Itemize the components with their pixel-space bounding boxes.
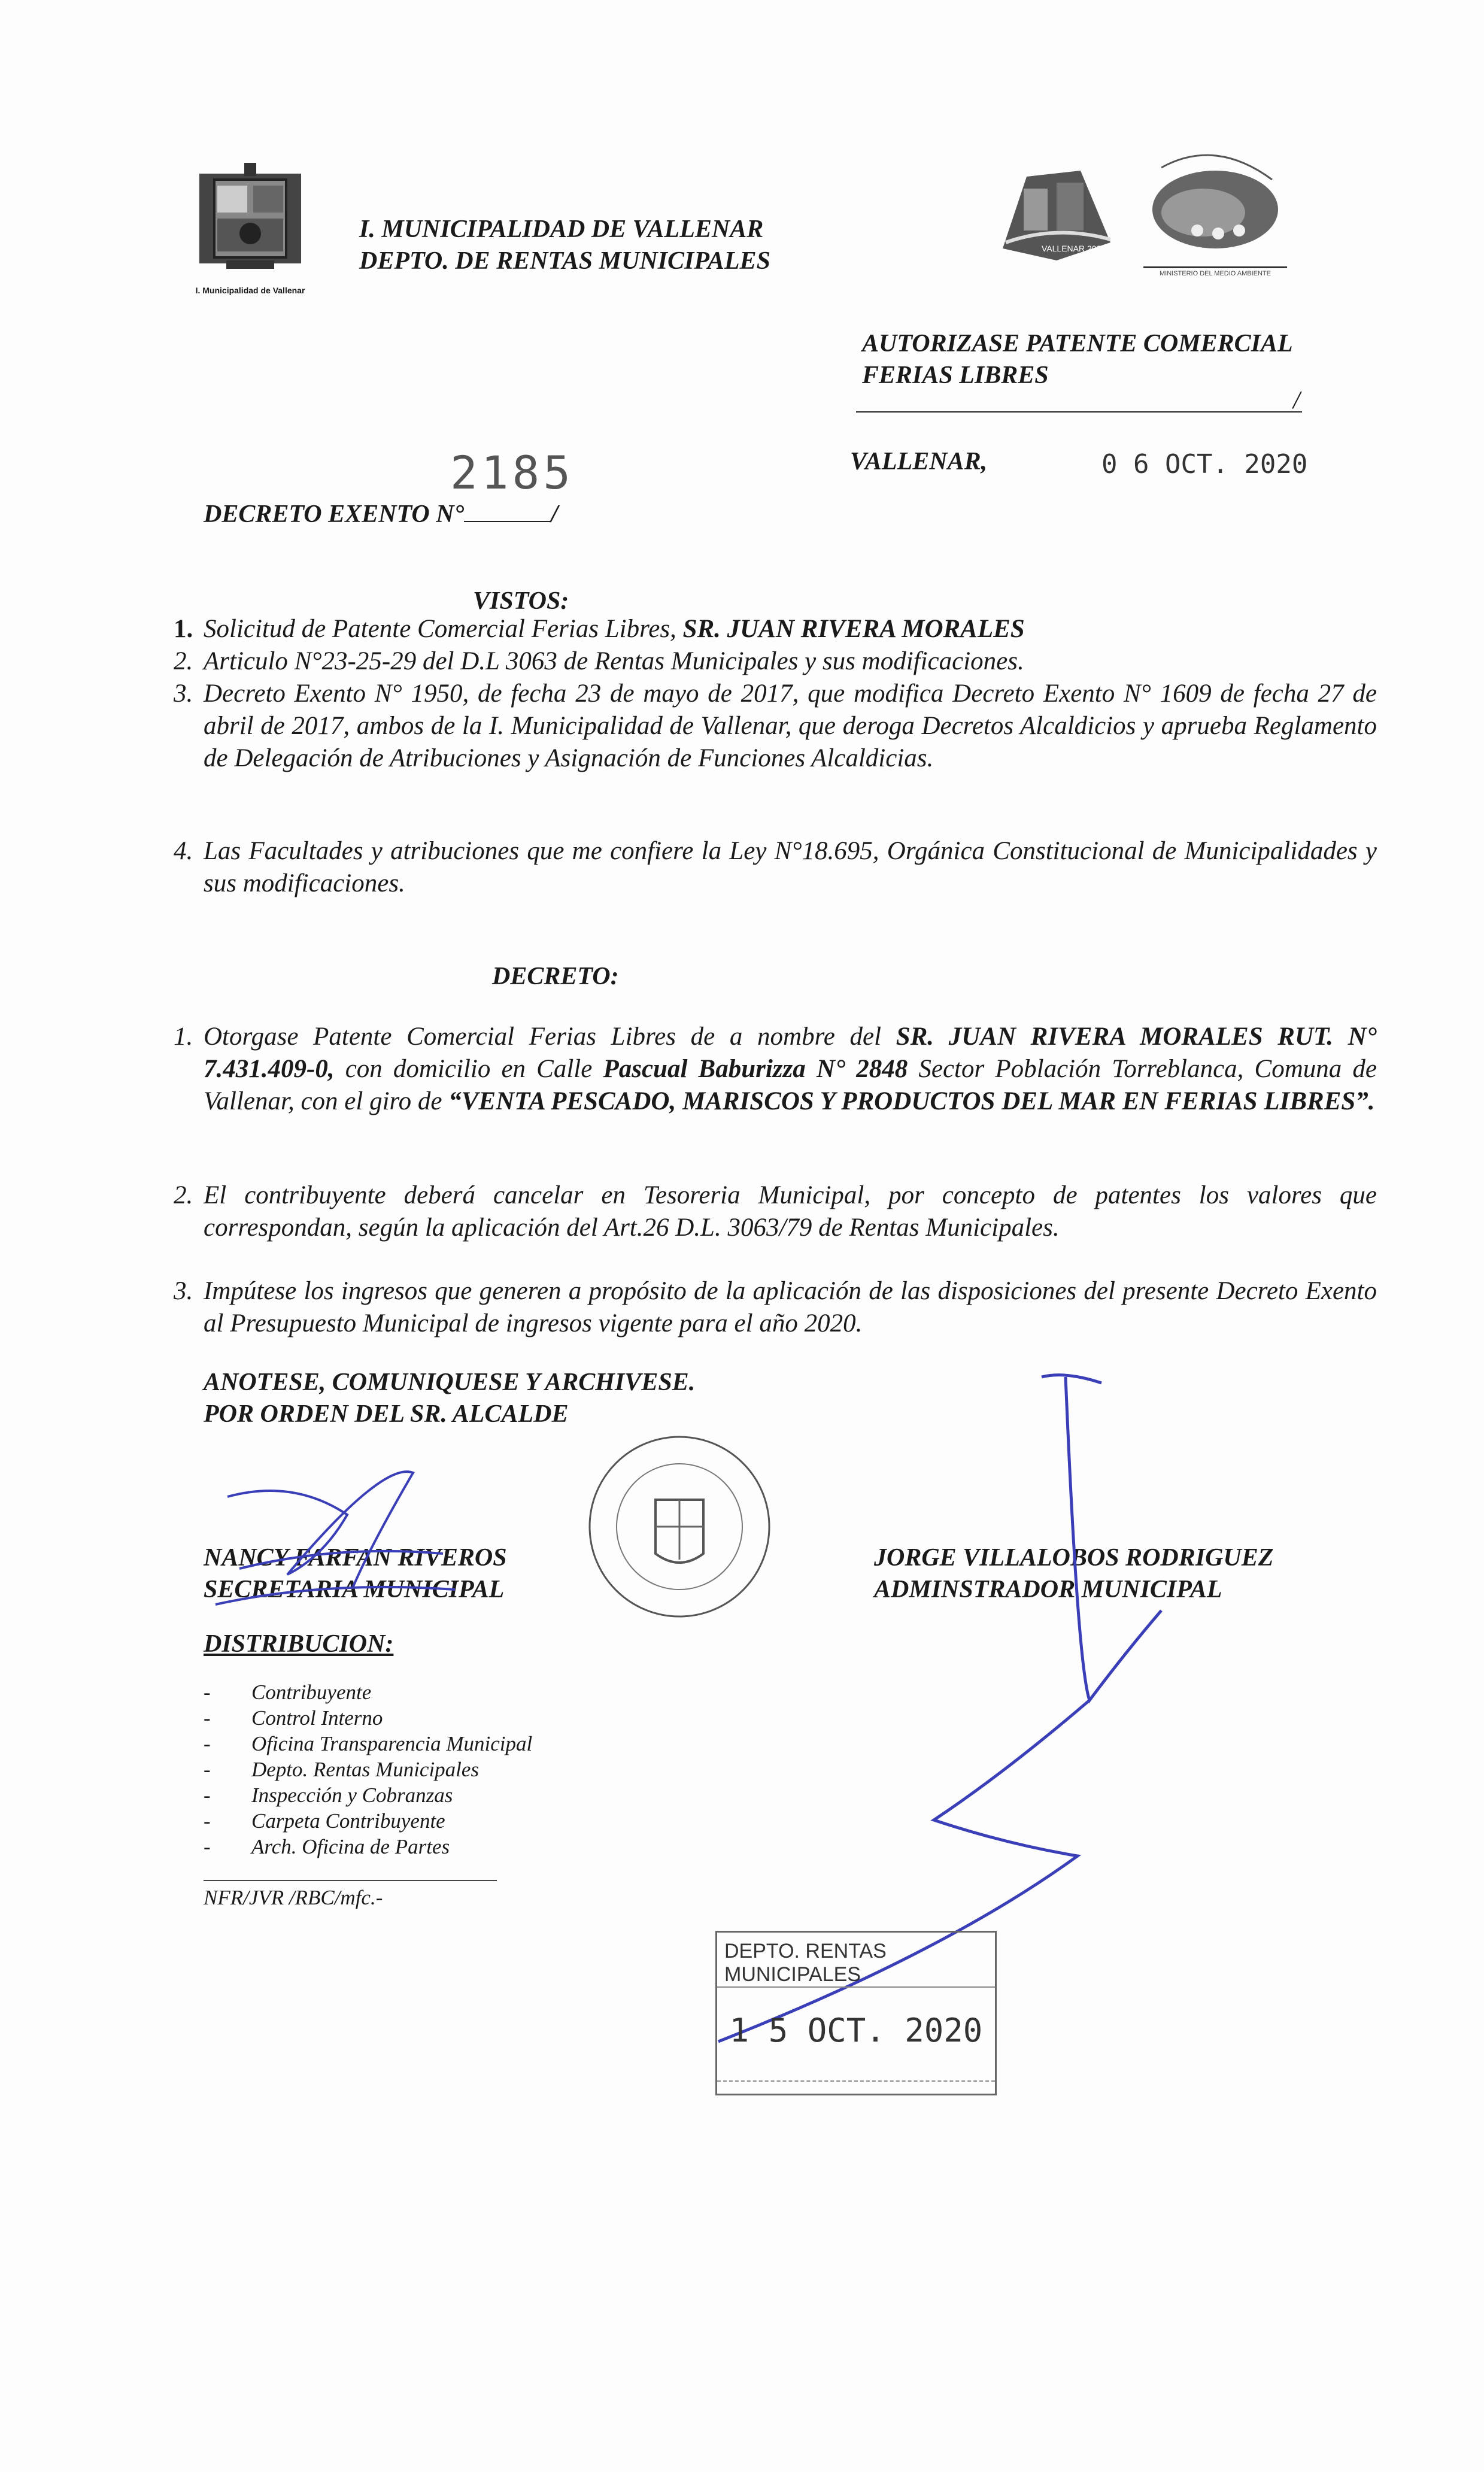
decreto-item-3: 3. Impútese los ingresos que generen a propósito de la aplicación de las disposiciones del presente Decreto Exento al Presupuesto Municipal de ingresos vigente para el año 2020. <box>174 1277 1377 1337</box>
right-signatory-title: ADMINSTRADOR MUNICIPAL <box>874 1575 1222 1603</box>
subject-slash: / <box>1293 387 1300 414</box>
distribution-item: - Depto. Rentas Municipales <box>251 1757 532 1782</box>
distribution-list <box>251 1679 532 1860</box>
decreto-title: DECRETO: <box>492 963 619 990</box>
date-stamp: 0 6 OCT. 2020 <box>1101 449 1308 480</box>
left-handwritten-signature <box>204 1425 515 1616</box>
subject-underline <box>856 411 1302 412</box>
distribution-item: - Arch. Oficina de Partes <box>251 1834 532 1860</box>
received-stamp-header: DEPTO. RENTAS MUNICIPALES <box>717 1933 995 1988</box>
environmental-certification-logo <box>1143 144 1287 281</box>
header-title <box>359 214 770 277</box>
cert-logo-caption: MINISTERIO DEL MEDIO AMBIENTE <box>1143 266 1287 277</box>
subject-block <box>862 328 1293 391</box>
distribution-title: DISTRIBUCION: <box>204 1630 394 1658</box>
received-stamp-bottom-rule <box>717 2080 995 2082</box>
department-name: DEPTO. DE RENTAS MUNICIPALES <box>359 247 770 275</box>
decreto-item-2: 2. El contribuyente deberá cancelar en Tesoreria Municipal, por concepto de patentes los valores que correspondan, según la aplicación del Art.26 D.L. 3063/79 de Rentas Municipales. <box>174 1181 1377 1242</box>
received-stamp <box>715 1931 997 2095</box>
vistos-title: VISTOS: <box>473 587 569 615</box>
decreto-item-1: 1. Otorgase Patente Comercial Ferias Libres de a nombre del SR. JUAN RIVERA MORALES RUT. N° 7.431.409-0, con domicilio en Calle Pascual Baburizza N° 2848 Sector Población Torreblanca, Comuna de Vallenar, con el giro de “VENTA PESCADO, MARISCOS Y PRODUCTOS DEL MAR EN FERIAS LIBRES”. <box>174 1023 1377 1115</box>
distribution-item: - Control Interno <box>251 1705 532 1731</box>
closing-line-2: POR ORDEN DEL SR. ALCALDE <box>204 1400 569 1428</box>
vistos-item-1: 1. Solicitud de Patente Comercial Ferias Libres, SR. JUAN RIVERA MORALES <box>174 615 1025 643</box>
municipality-name: I. MUNICIPALIDAD DE VALLENAR <box>359 216 764 243</box>
closing-line-1: ANOTESE, COMUNIQUESE Y ARCHIVESE. <box>204 1369 696 1396</box>
decree-number-stamp: 2185 <box>450 446 575 499</box>
distribution-item: - Inspección y Cobranzas <box>251 1782 532 1808</box>
initials-rule <box>204 1880 497 1881</box>
subject-line-1: AUTORIZASE PATENTE COMERCIAL <box>862 330 1293 357</box>
received-stamp-date: 1 5 OCT. 2020 <box>729 2012 983 2049</box>
vistos-item-4: 4. Las Facultades y atribuciones que me confiere la Ley N°18.695, Orgánica Constitucional de Municipalidades y sus modificaciones. <box>174 837 1377 897</box>
vallenar-logo-text: VALLENAR 2020 <box>1042 244 1106 253</box>
vistos-item-2: 2. Articulo N°23-25-29 del D.L 3063 de Rentas Municipales y sus modificaciones. <box>174 647 1024 675</box>
crest-caption: I. Municipalidad de Vallenar <box>195 286 305 295</box>
distribution-item: - Carpeta Contribuyente <box>251 1808 532 1834</box>
distribution-item: - Contribuyente <box>251 1679 532 1705</box>
right-signatory-name: JORGE VILLALOBOS RODRIGUEZ <box>874 1544 1274 1572</box>
decree-label: DECRETO EXENTO N° / <box>204 501 559 528</box>
left-signatory-title: SECRETARIA MUNICIPAL <box>204 1575 505 1603</box>
vallenar-2020-logo <box>991 159 1119 263</box>
initials: NFR/JVR /RBC/mfc.- <box>204 1886 383 1909</box>
municipal-crest <box>190 162 310 299</box>
left-signatory-name: NANCY FARFAN RIVEROS <box>204 1544 507 1572</box>
vistos-item-3: 3. Decreto Exento N° 1950, de fecha 23 de mayo de 2017, que modifica Decreto Exento N° 1609 de fecha 27 de abril de 2017, ambos de la I. Municipalidad de Vallenar, que deroga Decretos Alcaldicios y aprueba Reglamento de Delegación de Atribuciones y Asignación de Funciones Alcaldicias. <box>174 680 1377 772</box>
place-label: VALLENAR, <box>850 448 988 475</box>
closing-block <box>204 1367 695 1430</box>
distribution-item: - Oficina Transparencia Municipal <box>251 1731 532 1757</box>
subject-line-2: FERIAS LIBRES <box>862 361 1049 389</box>
